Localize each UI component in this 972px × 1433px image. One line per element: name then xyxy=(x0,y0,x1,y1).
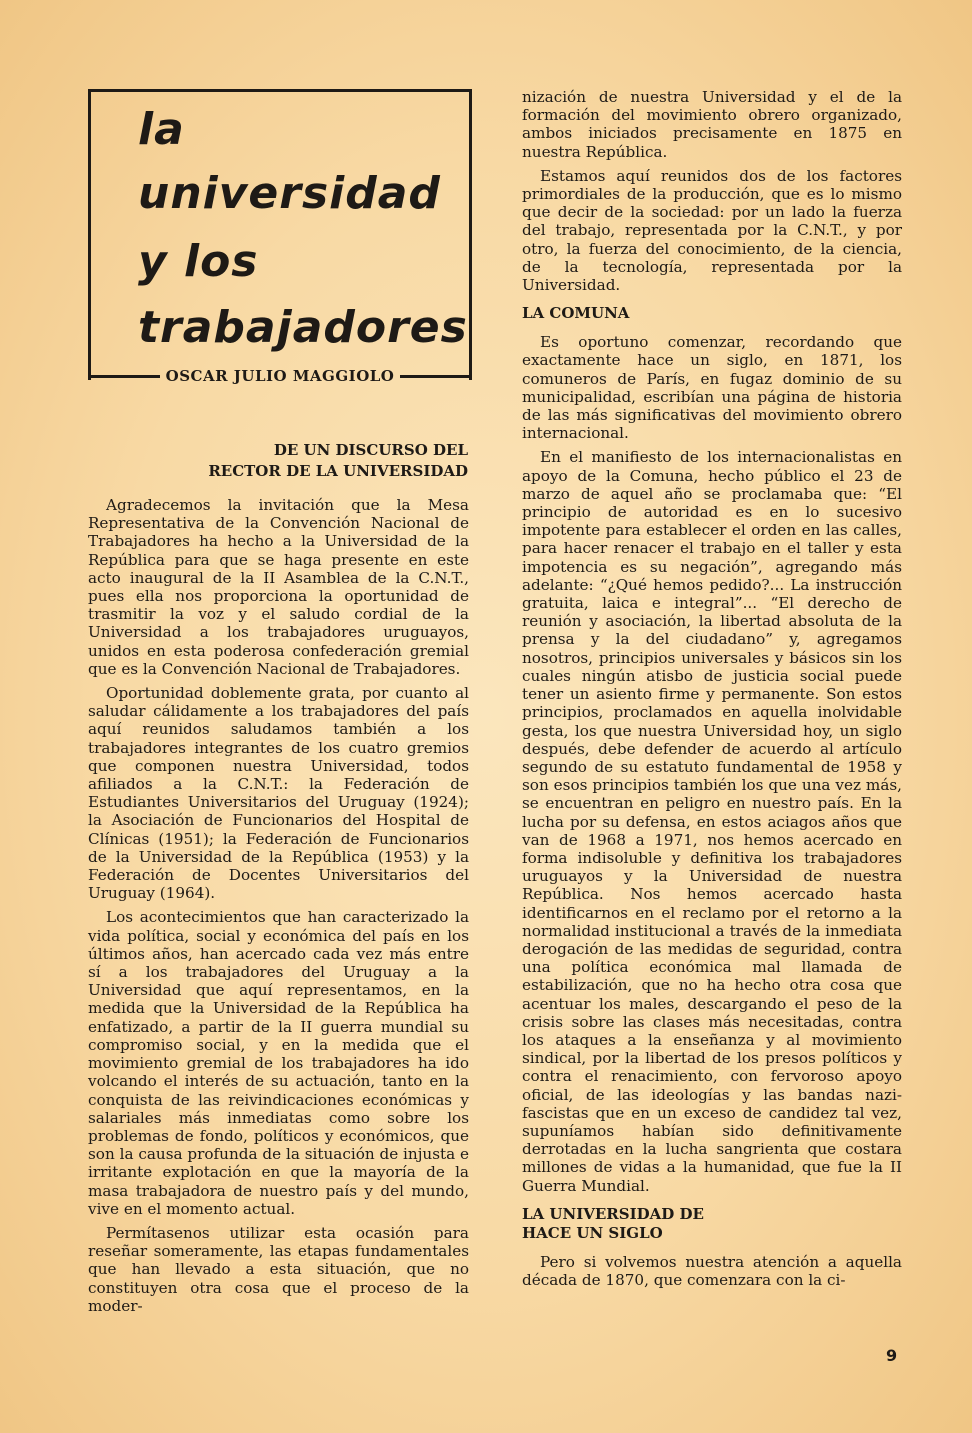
body-paragraph: nización de nuestra Universidad y el de la formación del movimiento obrero organizado, ambos iniciados precisamente en 1875 en nuestra República. xyxy=(522,88,902,161)
right-column xyxy=(522,88,902,1295)
author-name: OSCAR JULIO MAGGIOLO xyxy=(165,367,395,385)
body-paragraph: Agradecemos la invitación que la Mesa Representativa de la Convención Nacional de Trabajadores ha hecho a la Universidad de la República para que se haga presente en este acto inaugural de la II Asamblea de la C.N.T., pues ella nos proporciona la oportunidad de trasmitir la voz y el saludo cordial de la Universidad a los trabajadores uruguayos, unidos en esta poderosa confederación gremial que es la Convención Nacional de Trabajadores. xyxy=(88,496,469,678)
body-paragraph: En el manifiesto de los internacionalistas en apoyo de la Comuna, hecho público el 23 de marzo de aquel año se proclamaba que: “El principio de autoridad es en lo sucesivo impotente para establecer el orden en las calles, para hacer renacer el trabajo en el taller y esta impotencia es su negación”, agregando más adelante: “¿Qué hemos pedido?... La instrucción gratuita, laica e integral”... “El derecho de reunión y asociación, la libertad absoluta de la prensa y la del ciudadano” y, agregamos nosotros, principios universales y básicos sin los cuales ningún atisbo de justicia social puede tener un asiento firme y permanente. Son estos principios, proclamados en aquella inolvidable gesta, los que nuestra Universidad hoy, un siglo después, debe defender de acuerdo al artículo segundo de su estatuto fundamental de 1958 y son esos principios también los que una vez más, se encuentran en peligro en nuestro país. En la lucha por su defensa, en estos aciagos años que van de 1968 a 1971, nos hemos acercado en forma indisoluble y definitiva los trabajadores uruguayos y la Universidad de nuestra República. Nos hemos acercado hasta identificarnos en el reclamo por el retorno a la normalidad institucional a través de la inmediata derogación de las medidas de seguridad, contra una política económica mal llamada de estabilización, que no ha hecho otra cosa que acentuar los males, descargando el peso de la crisis sobre las clases más necesitadas, contra los ataques a la enseñanza y al movimiento sindical, por la libertad de los presos políticos y contra el renacimiento, con fervoroso apoyo oficial, de las ideologías y las bandas nazi-fascistas que en un exceso de candidez tal vez, supuníamos habían sido definitivamente derrotadas en la lucha sangrienta que costara millones de vidas a la humanidad, que fue la II Guerra Mundial. xyxy=(522,448,902,1195)
author-byline xyxy=(88,365,472,387)
body-paragraph: Permítasenos utilizar esta ocasión para reseñar someramente, las etapas fundamentales que han llevado a esta situación, que no constituyen otra cosa que el proceso de la moder- xyxy=(88,1223,469,1315)
title-line-1: la xyxy=(138,104,185,155)
title-line-4: trabajadores xyxy=(138,302,468,353)
body-paragraph: Es oportuno comenzar, recordando que exactamente hace un siglo, en 1871, los comuneros de París, en fugaz dominio de su municipalidad, escribían una página de historia de las más significativas del movimiento obrero internacional. xyxy=(522,333,902,443)
article-subheading xyxy=(150,440,468,482)
left-column xyxy=(88,496,469,1321)
title-line-3: y los xyxy=(138,236,259,287)
body-paragraph: Los acontecimientos que han caracterizado la vida política, social y económica del país en los últimos años, han acercado cada vez más entre sí a los trabajadores del Uruguay a la Universidad que aquí representamos, en la medida que la Universidad de la República ha enfatizado, a partir de la II guerra mundial su compromiso social, y en la medida que el movimiento gremial de los trabajadores ha ido volcando el interés de su actuación, tanto en la conquista de las reivindicaciones económicas y salariales más inmediatas como sobre los problemas de fondo, políticos y económicos, que son la causa profunda de la situación de injusta e irritante explotación en que la mayoría de la masa trabajadora de nuestro país y del mundo, vive en el momento actual. xyxy=(88,908,469,1218)
title-line-2: universidad xyxy=(138,168,441,219)
page-number: 9 xyxy=(886,1346,898,1365)
section-heading-la-comuna: LA COMUNA xyxy=(522,304,630,323)
section-heading-line-1: LA UNIVERSIDAD DE xyxy=(522,1204,704,1223)
subheading-line-1: DE UN DISCURSO DEL xyxy=(273,441,468,459)
body-paragraph: Estamos aquí reunidos dos de los factores primordiales de la producción, que es lo mismo que decir de la sociedad: por un lado la fuerza del trabajo, representada por la C.N.T., y por otro, la fuerza del conocimiento, de la ciencia, de la tecnología, representada por la Universidad. xyxy=(522,166,902,295)
author-rule-right xyxy=(400,375,472,378)
section-heading-universidad xyxy=(522,1205,902,1243)
body-paragraph: Pero si volvemos nuestra atención a aquella década de 1870, que comenzara con la ci- xyxy=(522,1252,902,1289)
subheading-line-2: RECTOR DE LA UNIVERSIDAD xyxy=(208,462,468,480)
body-paragraph: Oportunidad doblemente grata, por cuanto al saludar cálidamente a los trabajadores del país aquí reunidos saludamos también a los trabajadores integrantes de los cuatro gremios que componen nuestra Universidad, todos afiliados a la C.N.T.: la Federación de Estudiantes Universitarios del Uruguay (1924); la Asociación de Funcionarios del Hospital de Clínicas (1951); la Federación de Funcionarios de la Universidad de la República (1953) y la Federación de Docentes Universitarios del Uruguay (1964). xyxy=(88,684,469,903)
section-heading-line-2: HACE UN SIGLO xyxy=(522,1223,663,1242)
author-rule-left xyxy=(88,375,160,378)
